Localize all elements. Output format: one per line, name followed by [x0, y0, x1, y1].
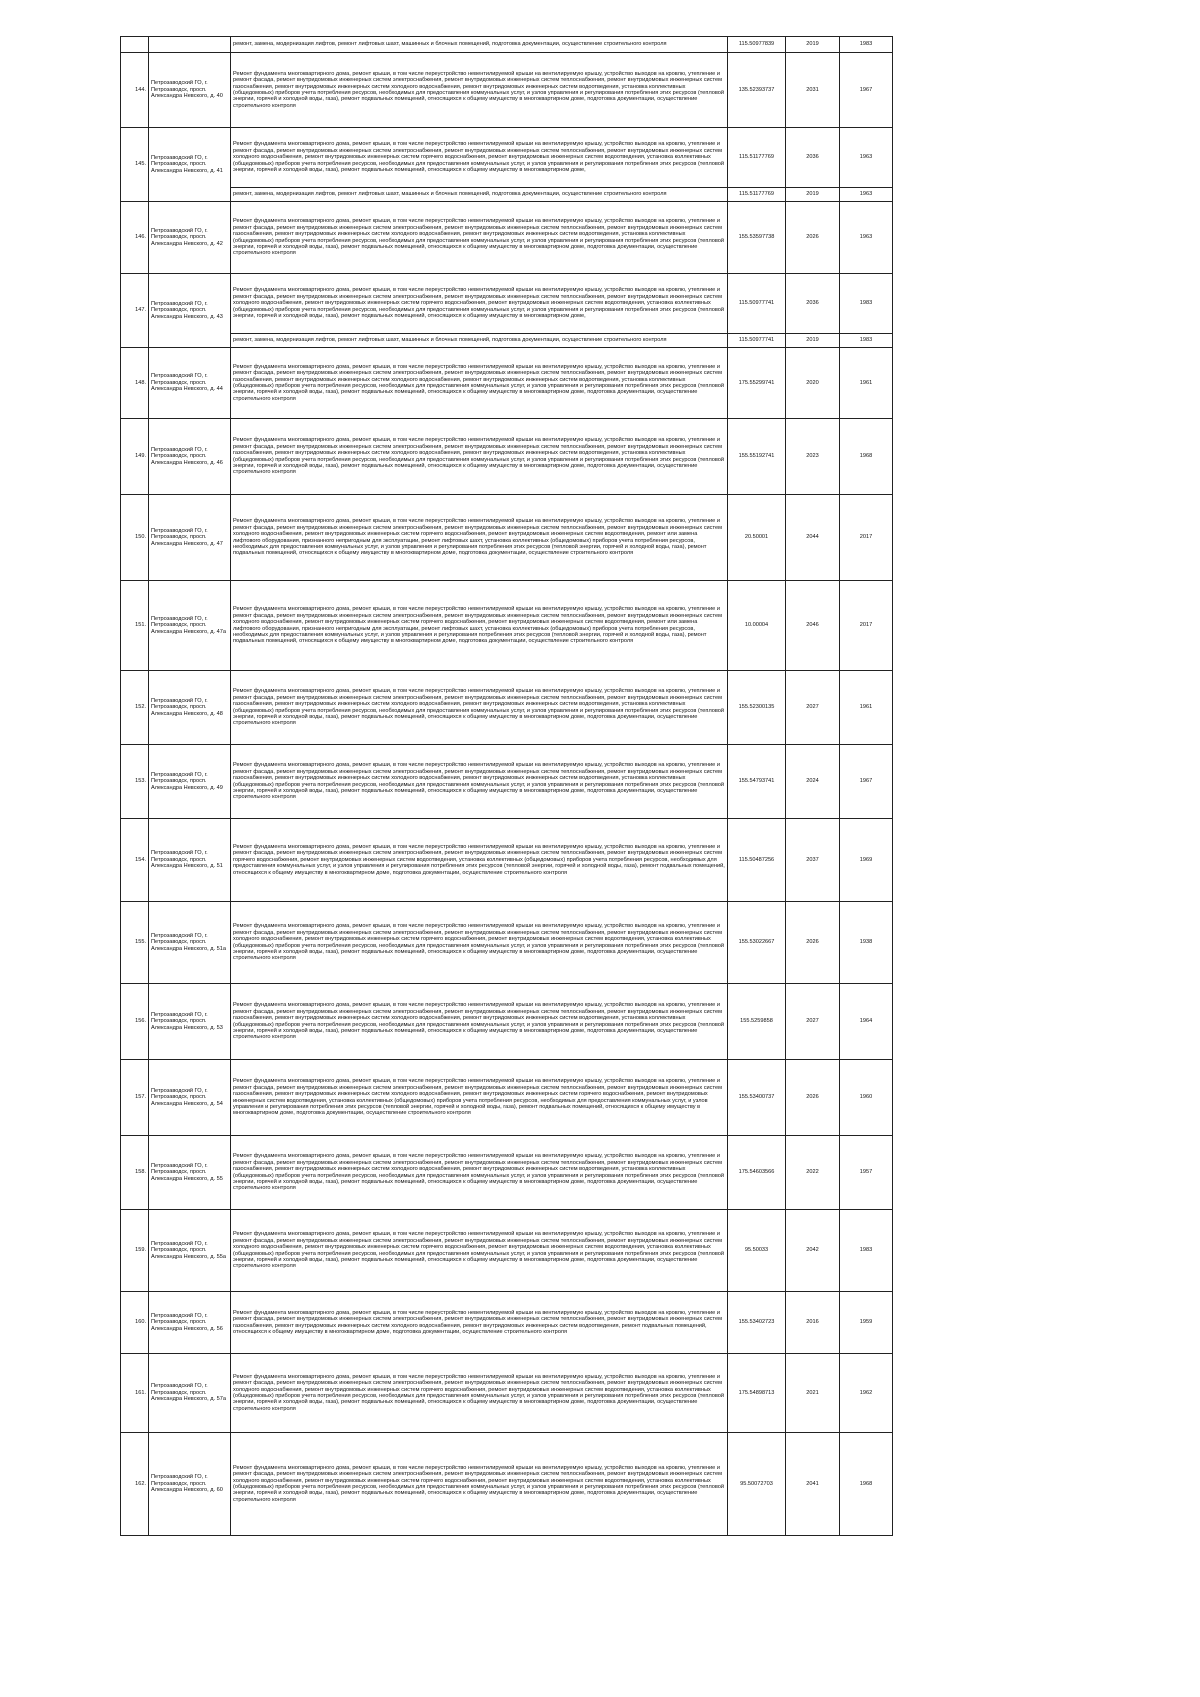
building-address: Петрозаводский ГО, г. Петрозаводск, просп. Александра Невского, д. 60	[149, 1433, 231, 1536]
planned-year: 2019	[786, 37, 840, 53]
row-number: 158.	[121, 1136, 149, 1210]
planned-year: 2016	[786, 1292, 840, 1354]
planned-year: 2031	[786, 53, 840, 128]
work-description: Ремонт фундамента многоквартирного дома, ремонт крыши, в том числе переустройство невентилируемой крыши на вентилируемую крышу, устройство выходов на кровлю, утепление и ремонт фасада, ремонт внутридомовых инженерных систем электроснабжения, ремонт внутридомовых инженерных систем теплоснабжения, ремонт внутридомовых инженерных систем холодного водоснабжения, ремонт внутридомовых инженерных систем горячего водоснабжения, ремонт внутридомовых инженерных систем водоотведения, установка коллективных (общедомовых) приборов учета потребления ресурсов, необходимых для предоставления коммунальных услуг, и узлов управления и регулирования потребления этих ресурсов (тепловой энергии, горячей и холодной воды, газа), ремонт подвальных помещений, относящихся к общему имуществу в многоквартирном доме, подготовка документации, осуществление строительного контроля	[231, 1433, 728, 1536]
row-number: 145.	[121, 128, 149, 202]
cost-indicator: 115.50977741	[728, 334, 786, 348]
building-address: Петрозаводский ГО, г. Петрозаводск, просп. Александра Невского, д. 51а	[149, 902, 231, 984]
cost-indicator: 155.53400737	[728, 1060, 786, 1136]
planned-year: 2027	[786, 984, 840, 1060]
row-number: 157.	[121, 1060, 149, 1136]
construction-year: 1983	[840, 1210, 893, 1292]
planned-year: 2036	[786, 128, 840, 188]
cost-indicator: 115.50977741	[728, 274, 786, 334]
table-row	[121, 1210, 893, 1292]
cost-indicator: 115.50977839	[728, 37, 786, 53]
work-description: Ремонт фундамента многоквартирного дома, ремонт крыши, в том числе переустройство невентилируемой крыши на вентилируемую крышу, устройство выходов на кровлю, утепление и ремонт фасада, ремонт внутридомовых инженерных систем электроснабжения, ремонт внутридомовых инженерных систем теплоснабжения, ремонт внутридомовых инженерных систем газоснабжения, ремонт внутридомовых инженерных систем холодного водоснабжения, ремонт внутридомовых инженерных систем водоотведения, установка коллективных (общедомовых) приборов учета потребления ресурсов, необходимых для предоставления коммунальных услуг, и узлов управления и регулирования потребления этих ресурсов (тепловой энергии, горячей и холодной воды, газа), ремонт подвальных помещений, относящихся к общему имуществу в многоквартирном доме, подготовка документации, осуществление строительного контроля	[231, 202, 728, 274]
building-address: Петрозаводский ГО, г. Петрозаводск, просп. Александра Невского, д. 54	[149, 1060, 231, 1136]
row-number: 155.	[121, 902, 149, 984]
row-number: 149.	[121, 419, 149, 495]
work-description: Ремонт фундамента многоквартирного дома, ремонт крыши, в том числе переустройство невентилируемой крыши на вентилируемую крышу, устройство выходов на кровлю, утепление и ремонт фасада, ремонт внутридомовых инженерных систем электроснабжения, ремонт внутридомовых инженерных систем теплоснабжения, ремонт внутридомовых инженерных систем газоснабжения, ремонт внутридомовых инженерных систем холодного водоснабжения, ремонт внутридомовых инженерных систем горячего водоснабжения, ремонт внутридомовых инженерных систем водоотведения, установка коллективных (общедомовых) приборов учета потребления ресурсов, необходимых для предоставления коммунальных услуг, и узлов управления и регулирования потребления этих ресурсов (тепловой энергии, горячей и холодной воды, газа), ремонт подвальных помещений, относящихся к общему имуществу в многоквартирном доме, подготовка документации, осуществление строительного контроля	[231, 1060, 728, 1136]
planned-year: 2044	[786, 495, 840, 581]
work-description: Ремонт фундамента многоквартирного дома, ремонт крыши, в том числе переустройство невентилируемой крыши на вентилируемую крышу, устройство выходов на кровлю, утепление и ремонт фасада, ремонт внутридомовых инженерных систем электроснабжения, ремонт внутридомовых инженерных систем теплоснабжения, ремонт внутридомовых инженерных систем газоснабжения, ремонт внутридомовых инженерных систем холодного водоснабжения, ремонт внутридомовых инженерных систем водоотведения, ремонт подвальных помещений, относящихся к общему имуществу в многоквартирном доме, подготовка документации, осуществление строительного контроля	[231, 1292, 728, 1354]
table-row	[121, 1292, 893, 1354]
work-description: Ремонт фундамента многоквартирного дома, ремонт крыши, в том числе переустройство невентилируемой крыши на вентилируемую крышу, устройство выходов на кровлю, утепление и ремонт фасада, ремонт внутридомовых инженерных систем электроснабжения, ремонт внутридомовых инженерных систем теплоснабжения, ремонт внутридомовых инженерных систем холодного водоснабжения, ремонт внутридомовых инженерных систем горячего водоснабжения, ремонт внутридомовых инженерных систем водоотведения, ремонт или замена лифтового оборудования, признанного непригодным для эксплуатации, ремонт лифтовых шахт, установка коллективных (общедомовых) приборов учета потребления ресурсов, необходимых для предоставления коммунальных услуг, и узлов управления и регулирования потребления этих ресурсов (тепловой энергии, горячей и холодной воды, газа), ремонт подвальных помещений, относящихся к общему имуществу в многоквартирном доме, подготовка документации, осуществление строительного контроля	[231, 581, 728, 671]
table-row	[121, 128, 893, 188]
planned-year: 2037	[786, 819, 840, 902]
cost-indicator: 155.5259858	[728, 984, 786, 1060]
table-row	[121, 984, 893, 1060]
work-description: Ремонт фундамента многоквартирного дома, ремонт крыши, в том числе переустройство невентилируемой крыши на вентилируемую крышу, устройство выходов на кровлю, утепление и ремонт фасада, ремонт внутридомовых инженерных систем электроснабжения, ремонт внутридомовых инженерных систем теплоснабжения, ремонт внутридомовых инженерных систем холодного водоснабжения, ремонт внутридомовых инженерных систем горячего водоснабжения, ремонт внутридомовых инженерных систем водоотведения, установка коллективных (общедомовых) приборов учета потребления ресурсов, необходимых для предоставления коммунальных услуг, и узлов управления и регулирования потребления этих ресурсов (тепловой энергии, горячей и холодной воды, газа), ремонт подвальных помещений, относящихся к общему имуществу в многоквартирном доме, подготовка документации, осуществление строительного контроля	[231, 1354, 728, 1433]
construction-year: 1961	[840, 671, 893, 745]
table-row	[121, 745, 893, 819]
planned-year: 2024	[786, 745, 840, 819]
construction-year: 2017	[840, 495, 893, 581]
work-description: Ремонт фундамента многоквартирного дома, ремонт крыши, в том числе переустройство невентилируемой крыши на вентилируемую крышу, устройство выходов на кровлю, утепление и ремонт фасада, ремонт внутридомовых инженерных систем электроснабжения, ремонт внутридомовых инженерных систем теплоснабжения, ремонт внутридомовых инженерных систем газоснабжения, ремонт внутридомовых инженерных систем холодного водоснабжения, ремонт внутридомовых инженерных систем водоотведения, установка коллективных (общедомовых) приборов учета потребления ресурсов, необходимых для предоставления коммунальных услуг, и узлов управления и регулирования потребления этих ресурсов (тепловой энергии, горячей и холодной воды, газа), ремонт подвальных помещений, относящихся к общему имуществу в многоквартирном доме, подготовка документации, осуществление строительного контроля	[231, 671, 728, 745]
work-description: Ремонт фундамента многоквартирного дома, ремонт крыши, в том числе переустройство невентилируемой крыши на вентилируемую крышу, устройство выходов на кровлю, утепление и ремонт фасада, ремонт внутридомовых инженерных систем электроснабжения, ремонт внутридомовых инженерных систем теплоснабжения, ремонт внутридомовых инженерных систем холодного водоснабжения, ремонт внутридомовых инженерных систем горячего водоснабжения, ремонт внутридомовых инженерных систем водоотведения, установка коллективных (общедомовых) приборов учета потребления ресурсов, необходимых для предоставления коммунальных услуг, и узлов управления и регулирования потребления этих ресурсов (тепловой энергии, горячей и холодной воды, газа), ремонт подвальных помещений, относящихся к общему имуществу в многоквартирном доме, подготовка документации, осуществление строительного контроля	[231, 1210, 728, 1292]
construction-year: 1962	[840, 1354, 893, 1433]
cost-indicator: 155.53022667	[728, 902, 786, 984]
cost-indicator: 155.52300135	[728, 671, 786, 745]
planned-year: 2026	[786, 1060, 840, 1136]
table-row	[121, 1354, 893, 1433]
cost-indicator: 155.54793741	[728, 745, 786, 819]
table-row	[121, 202, 893, 274]
construction-year: 1963	[840, 202, 893, 274]
cost-indicator: 95.50033	[728, 1210, 786, 1292]
row-number: 153.	[121, 745, 149, 819]
table-row	[121, 1433, 893, 1536]
planned-year: 2022	[786, 1136, 840, 1210]
repair-program-table	[120, 36, 893, 1536]
table-row	[121, 1060, 893, 1136]
row-number: 150.	[121, 495, 149, 581]
building-address: Петрозаводский ГО, г. Петрозаводск, просп. Александра Невского, д. 41	[149, 128, 231, 202]
cost-indicator: 95.50072703	[728, 1433, 786, 1536]
row-number: 148.	[121, 348, 149, 419]
work-description: ремонт, замена, модернизация лифтов, ремонт лифтовых шахт, машинных и блочных помещений, подготовка документации, осуществление строительного контроля	[231, 334, 728, 348]
planned-year: 2026	[786, 202, 840, 274]
building-address: Петрозаводский ГО, г. Петрозаводск, просп. Александра Невского, д. 44	[149, 348, 231, 419]
construction-year: 1963	[840, 128, 893, 188]
row-number: 159.	[121, 1210, 149, 1292]
construction-year: 1969	[840, 819, 893, 902]
work-description: Ремонт фундамента многоквартирного дома, ремонт крыши, в том числе переустройство невентилируемой крыши на вентилируемую крышу, устройство выходов на кровлю, утепление и ремонт фасада, ремонт внутридомовых инженерных систем электроснабжения, ремонт внутридомовых инженерных систем теплоснабжения, ремонт внутридомовых инженерных систем газоснабжения, ремонт внутридомовых инженерных систем холодного водоснабжения, ремонт внутридомовых инженерных систем водоотведения, установка коллективных (общедомовых) приборов учета потребления ресурсов, необходимых для предоставления коммунальных услуг, и узлов управления и регулирования потребления этих ресурсов (тепловой энергии, горячей и холодной воды, газа), ремонт подвальных помещений, относящихся к общему имуществу в многоквартирном доме, подготовка документации, осуществление строительного контроля	[231, 348, 728, 419]
row-number: 147.	[121, 274, 149, 348]
work-description: Ремонт фундамента многоквартирного дома, ремонт крыши, в том числе переустройство невентилируемой крыши на вентилируемую крышу, устройство выходов на кровлю, утепление и ремонт фасада, ремонт внутридомовых инженерных систем электроснабжения, ремонт внутридомовых инженерных систем теплоснабжения, ремонт внутридомовых инженерных систем газоснабжения, ремонт внутридомовых инженерных систем холодного водоснабжения, ремонт внутридомовых инженерных систем водоотведения, установка коллективных (общедомовых) приборов учета потребления ресурсов, необходимых для предоставления коммунальных услуг, и узлов управления и регулирования потребления этих ресурсов (тепловой энергии, горячей и холодной воды, газа), ремонт подвальных помещений, относящихся к общему имуществу в многоквартирном доме, подготовка документации, осуществление строительного контроля	[231, 419, 728, 495]
building-address: Петрозаводский ГО, г. Петрозаводск, просп. Александра Невского, д. 53	[149, 984, 231, 1060]
planned-year: 2020	[786, 348, 840, 419]
cost-indicator: 115.50487256	[728, 819, 786, 902]
cost-indicator: 175.55299741	[728, 348, 786, 419]
row-number: 154.	[121, 819, 149, 902]
building-address: Петрозаводский ГО, г. Петрозаводск, просп. Александра Невского, д. 56	[149, 1292, 231, 1354]
planned-year: 2019	[786, 334, 840, 348]
table-row	[121, 1136, 893, 1210]
row-number: 162.	[121, 1433, 149, 1536]
construction-year: 1938	[840, 902, 893, 984]
work-description: ремонт, замена, модернизация лифтов, ремонт лифтовых шахт, машинных и блочных помещений, подготовка документации, осуществление строительного контроля	[231, 37, 728, 53]
cost-indicator: 115.51177769	[728, 128, 786, 188]
cost-indicator: 115.51177769	[728, 188, 786, 202]
construction-year: 1967	[840, 745, 893, 819]
construction-year: 1961	[840, 348, 893, 419]
table-row	[121, 902, 893, 984]
work-description: Ремонт фундамента многоквартирного дома, ремонт крыши, в том числе переустройство невентилируемой крыши на вентилируемую крышу, устройство выходов на кровлю, утепление и ремонт фасада, ремонт внутридомовых инженерных систем электроснабжения, ремонт внутридомовых инженерных систем теплоснабжения, ремонт внутридомовых инженерных систем холодного водоснабжения, ремонт внутридомовых инженерных систем горячего водоснабжения, ремонт внутридомовых инженерных систем водоотведения, установка коллективных (общедомовых) приборов учета потребления ресурсов, необходимых для предоставления коммунальных услуг, и узлов управления и регулирования потребления этих ресурсов (тепловой энергии, горячей и холодной воды, газа), ремонт подвальных помещений, относящихся к общему имуществу в многоквартирном доме,	[231, 274, 728, 334]
planned-year: 2026	[786, 902, 840, 984]
row-number	[121, 37, 149, 53]
row-number: 160.	[121, 1292, 149, 1354]
cost-indicator: 155.55192741	[728, 419, 786, 495]
table-row	[121, 671, 893, 745]
planned-year: 2023	[786, 419, 840, 495]
table-row	[121, 53, 893, 128]
building-address: Петрозаводский ГО, г. Петрозаводск, просп. Александра Невского, д. 48	[149, 671, 231, 745]
construction-year: 1983	[840, 37, 893, 53]
building-address: Петрозаводский ГО, г. Петрозаводск, просп. Александра Невского, д. 55	[149, 1136, 231, 1210]
construction-year: 1983	[840, 274, 893, 334]
table-row	[121, 188, 893, 202]
row-number: 152.	[121, 671, 149, 745]
building-address: Петрозаводский ГО, г. Петрозаводск, просп. Александра Невского, д. 42	[149, 202, 231, 274]
construction-year: 1964	[840, 984, 893, 1060]
construction-year: 1968	[840, 419, 893, 495]
row-number: 144.	[121, 53, 149, 128]
cost-indicator: 155.53597738	[728, 202, 786, 274]
building-address: Петрозаводский ГО, г. Петрозаводск, просп. Александра Невского, д. 49	[149, 745, 231, 819]
work-description: Ремонт фундамента многоквартирного дома, ремонт крыши, в том числе переустройство невентилируемой крыши на вентилируемую крышу, устройство выходов на кровлю, утепление и ремонт фасада, ремонт внутридомовых инженерных систем электроснабжения, ремонт внутридомовых инженерных систем теплоснабжения, ремонт внутридомовых инженерных систем газоснабжения, ремонт внутридомовых инженерных систем холодного водоснабжения, ремонт внутридомовых инженерных систем водоотведения, установка коллективных (общедомовых) приборов учета потребления ресурсов, необходимых для предоставления коммунальных услуг, и узлов управления и регулирования потребления этих ресурсов (тепловой энергии, горячей и холодной воды, газа), ремонт подвальных помещений, относящихся к общему имуществу в многоквартирном доме, подготовка документации, осуществление строительного контроля	[231, 1136, 728, 1210]
construction-year: 1957	[840, 1136, 893, 1210]
construction-year: 2017	[840, 581, 893, 671]
building-address	[149, 37, 231, 53]
construction-year: 1983	[840, 334, 893, 348]
building-address: Петрозаводский ГО, г. Петрозаводск, просп. Александра Невского, д. 55а	[149, 1210, 231, 1292]
building-address: Петрозаводский ГО, г. Петрозаводск, просп. Александра Невского, д. 47	[149, 495, 231, 581]
table-row	[121, 37, 893, 53]
building-address: Петрозаводский ГО, г. Петрозаводск, просп. Александра Невского, д. 43	[149, 274, 231, 348]
work-description: Ремонт фундамента многоквартирного дома, ремонт крыши, в том числе переустройство невентилируемой крыши на вентилируемую крышу, устройство выходов на кровлю, утепление и ремонт фасада, ремонт внутридомовых инженерных систем электроснабжения, ремонт внутридомовых инженерных систем теплоснабжения, ремонт внутридомовых инженерных систем газоснабжения, ремонт внутридомовых инженерных систем холодного водоснабжения, ремонт внутридомовых инженерных систем водоотведения, установка коллективных (общедомовых) приборов учета потребления ресурсов, необходимых для предоставления коммунальных услуг, и узлов управления и регулирования потребления этих ресурсов (тепловой энергии, горячей и холодной воды, газа), ремонт подвальных помещений, относящихся к общему имуществу в многоквартирном доме, подготовка документации, осуществление строительного контроля	[231, 984, 728, 1060]
cost-indicator: 155.53402723	[728, 1292, 786, 1354]
planned-year: 2027	[786, 671, 840, 745]
table-row	[121, 495, 893, 581]
cost-indicator: 135.52393737	[728, 53, 786, 128]
row-number: 146.	[121, 202, 149, 274]
table-row	[121, 274, 893, 334]
cost-indicator: 20.50001	[728, 495, 786, 581]
planned-year: 2019	[786, 188, 840, 202]
cost-indicator: 10.00004	[728, 581, 786, 671]
row-number: 156.	[121, 984, 149, 1060]
table-body	[121, 37, 893, 1536]
work-description: Ремонт фундамента многоквартирного дома, ремонт крыши, в том числе переустройство невентилируемой крыши на вентилируемую крышу, устройство выходов на кровлю, утепление и ремонт фасада, ремонт внутридомовых инженерных систем электроснабжения, ремонт внутридомовых инженерных систем теплоснабжения, ремонт внутридомовых инженерных систем холодного водоснабжения, ремонт внутридомовых инженерных систем горячего водоснабжения, ремонт внутридомовых инженерных систем водоотведения, ремонт или замена лифтового оборудования, признанного непригодным для эксплуатации, ремонт лифтовых шахт, установка коллективных (общедомовых) приборов учета потребления ресурсов, необходимых для предоставления коммунальных услуг, и узлов управления и регулирования потребления этих ресурсов (тепловой энергии, горячей и холодной воды, газа), ремонт подвальных помещений, относящихся к общему имуществу в многоквартирном доме, подготовка документации, осуществление строительного контроля	[231, 495, 728, 581]
table-row	[121, 334, 893, 348]
cost-indicator: 175.54603566	[728, 1136, 786, 1210]
construction-year: 1968	[840, 1433, 893, 1536]
construction-year: 1967	[840, 53, 893, 128]
table-row	[121, 348, 893, 419]
building-address: Петрозаводский ГО, г. Петрозаводск, просп. Александра Невского, д. 47а	[149, 581, 231, 671]
work-description: Ремонт фундамента многоквартирного дома, ремонт крыши, в том числе переустройство невентилируемой крыши на вентилируемую крышу, устройство выходов на кровлю, утепление и ремонт фасада, ремонт внутридомовых инженерных систем электроснабжения, ремонт внутридомовых инженерных систем теплоснабжения, ремонт внутридомовых инженерных систем холодного водоснабжения, ремонт внутридомовых инженерных систем горячего водоснабжения, ремонт внутридомовых инженерных систем водоотведения, установка коллективных (общедомовых) приборов учета потребления ресурсов, необходимых для предоставления коммунальных услуг, и узлов управления и регулирования потребления этих ресурсов (тепловой энергии, горячей и холодной воды, газа), ремонт подвальных помещений, относящихся к общему имуществу в многоквартирном доме,	[231, 128, 728, 188]
building-address: Петрозаводский ГО, г. Петрозаводск, просп. Александра Невского, д. 57а	[149, 1354, 231, 1433]
cost-indicator: 175.54898713	[728, 1354, 786, 1433]
table-row	[121, 581, 893, 671]
work-description: Ремонт фундамента многоквартирного дома, ремонт крыши, в том числе переустройство невентилируемой крыши на вентилируемую крышу, устройство выходов на кровлю, утепление и ремонт фасада, ремонт внутридомовых инженерных систем электроснабжения, ремонт внутридомовых инженерных систем теплоснабжения, ремонт внутридомовых инженерных систем холодного водоснабжения, ремонт внутридомовых инженерных систем горячего водоснабжения, ремонт внутридомовых инженерных систем водоотведения, установка коллективных (общедомовых) приборов учета потребления ресурсов, необходимых для предоставления коммунальных услуг, и узлов управления и регулирования потребления этих ресурсов (тепловой энергии, горячей и холодной воды, газа), ремонт подвальных помещений, относящихся к общему имуществу в многоквартирном доме, подготовка документации, осуществление строительного контроля	[231, 902, 728, 984]
planned-year: 2021	[786, 1354, 840, 1433]
building-address: Петрозаводский ГО, г. Петрозаводск, просп. Александра Невского, д. 51	[149, 819, 231, 902]
work-description: ремонт, замена, модернизация лифтов, ремонт лифтовых шахт, машинных и блочных помещений, подготовка документации, осуществление строительного контроля	[231, 188, 728, 202]
building-address: Петрозаводский ГО, г. Петрозаводск, просп. Александра Невского, д. 40	[149, 53, 231, 128]
table-row	[121, 819, 893, 902]
planned-year: 2036	[786, 274, 840, 334]
row-number: 161.	[121, 1354, 149, 1433]
work-description: Ремонт фундамента многоквартирного дома, ремонт крыши, в том числе переустройство невентилируемой крыши на вентилируемую крышу, устройство выходов на кровлю, утепление и ремонт фасада, ремонт внутридомовых инженерных систем электроснабжения, ремонт внутридомовых инженерных систем теплоснабжения, ремонт внутридомовых инженерных систем горячего водоснабжения, ремонт внутридомовых инженерных систем водоотведения, установка коллективных (общедомовых) приборов учета потребления ресурсов, необходимых для предоставления коммунальных услуг, и узлов управления и регулирования потребления этих ресурсов (тепловой энергии, горячей и холодной воды, газа), ремонт подвальных помещений, относящихся к общему имуществу в многоквартирном доме, подготовка документации, осуществление строительного контроля	[231, 819, 728, 902]
planned-year: 2042	[786, 1210, 840, 1292]
row-number: 151.	[121, 581, 149, 671]
construction-year: 1963	[840, 188, 893, 202]
planned-year: 2041	[786, 1433, 840, 1536]
building-address: Петрозаводский ГО, г. Петрозаводск, просп. Александра Невского, д. 46	[149, 419, 231, 495]
table-row	[121, 419, 893, 495]
work-description: Ремонт фундамента многоквартирного дома, ремонт крыши, в том числе переустройство невентилируемой крыши на вентилируемую крышу, устройство выходов на кровлю, утепление и ремонт фасада, ремонт внутридомовых инженерных систем электроснабжения, ремонт внутридомовых инженерных систем теплоснабжения, ремонт внутридомовых инженерных систем газоснабжения, ремонт внутридомовых инженерных систем холодного водоснабжения, ремонт внутридомовых инженерных систем водоотведения, установка коллективных (общедомовых) приборов учета потребления ресурсов, необходимых для предоставления коммунальных услуг, и узлов управления и регулирования потребления этих ресурсов (тепловой энергии, горячей и холодной воды, газа), ремонт подвальных помещений, относящихся к общему имуществу в многоквартирном доме, подготовка документации, осуществление строительного контроля	[231, 53, 728, 128]
work-description: Ремонт фундамента многоквартирного дома, ремонт крыши, в том числе переустройство невентилируемой крыши на вентилируемую крышу, устройство выходов на кровлю, утепление и ремонт фасада, ремонт внутридомовых инженерных систем электроснабжения, ремонт внутридомовых инженерных систем теплоснабжения, ремонт внутридомовых инженерных систем газоснабжения, ремонт внутридомовых инженерных систем холодного водоснабжения, ремонт внутридомовых инженерных систем водоотведения, установка коллективных (общедомовых) приборов учета потребления ресурсов, необходимых для предоставления коммунальных услуг, и узлов управления и регулирования потребления этих ресурсов (тепловой энергии, горячей и холодной воды, газа), ремонт подвальных помещений, относящихся к общему имуществу в многоквартирном доме, подготовка документации, осуществление строительного контроля	[231, 745, 728, 819]
construction-year: 1960	[840, 1060, 893, 1136]
construction-year: 1959	[840, 1292, 893, 1354]
planned-year: 2046	[786, 581, 840, 671]
